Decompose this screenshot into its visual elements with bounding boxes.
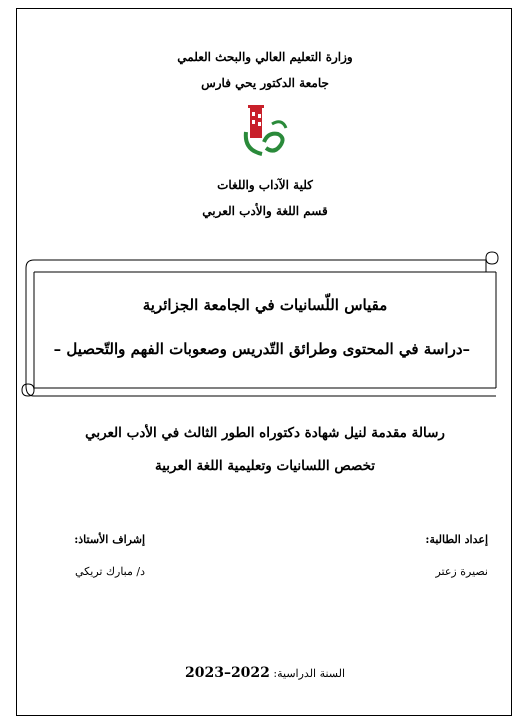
university-name: جامعة الدكتور يحي فارس [201,76,329,90]
ministry-name: وزارة التعليم العالي والبحث العلمي [177,50,353,64]
university-logo-icon [234,102,294,162]
academic-year-value: 2022–2023 [184,665,270,681]
faculty-name: كلية الآداب واللغات [217,178,313,192]
student-label: إعداد الطالبة: [425,533,488,546]
thesis-title: مقياس اللّسانيات في الجامعة الجزائرية [142,296,388,314]
supervisor-label: إشراف الأستاذ: [74,533,145,546]
degree-statement: رسالة مقدمة لنيل شهادة دكتوراه الطور الثالث في الأدب العربي [85,425,445,441]
department-name: قسم اللغة والأدب العربي [202,204,328,218]
academic-year-label: السنة الدراسية: [273,667,346,680]
title-scroll-frame [14,250,514,400]
supervisor-name: د/ مبارك تريكي [75,565,145,578]
academic-year [0,665,530,681]
thesis-subtitle: –دراسة في المحتوى وطرائق التّدريس وصعوبات الفهم والتّحصيل – [53,340,470,358]
specialization: تخصص اللسانيات وتعليمية اللغة العربية [154,458,376,474]
student-name: نصيرة زعتر [435,565,488,578]
